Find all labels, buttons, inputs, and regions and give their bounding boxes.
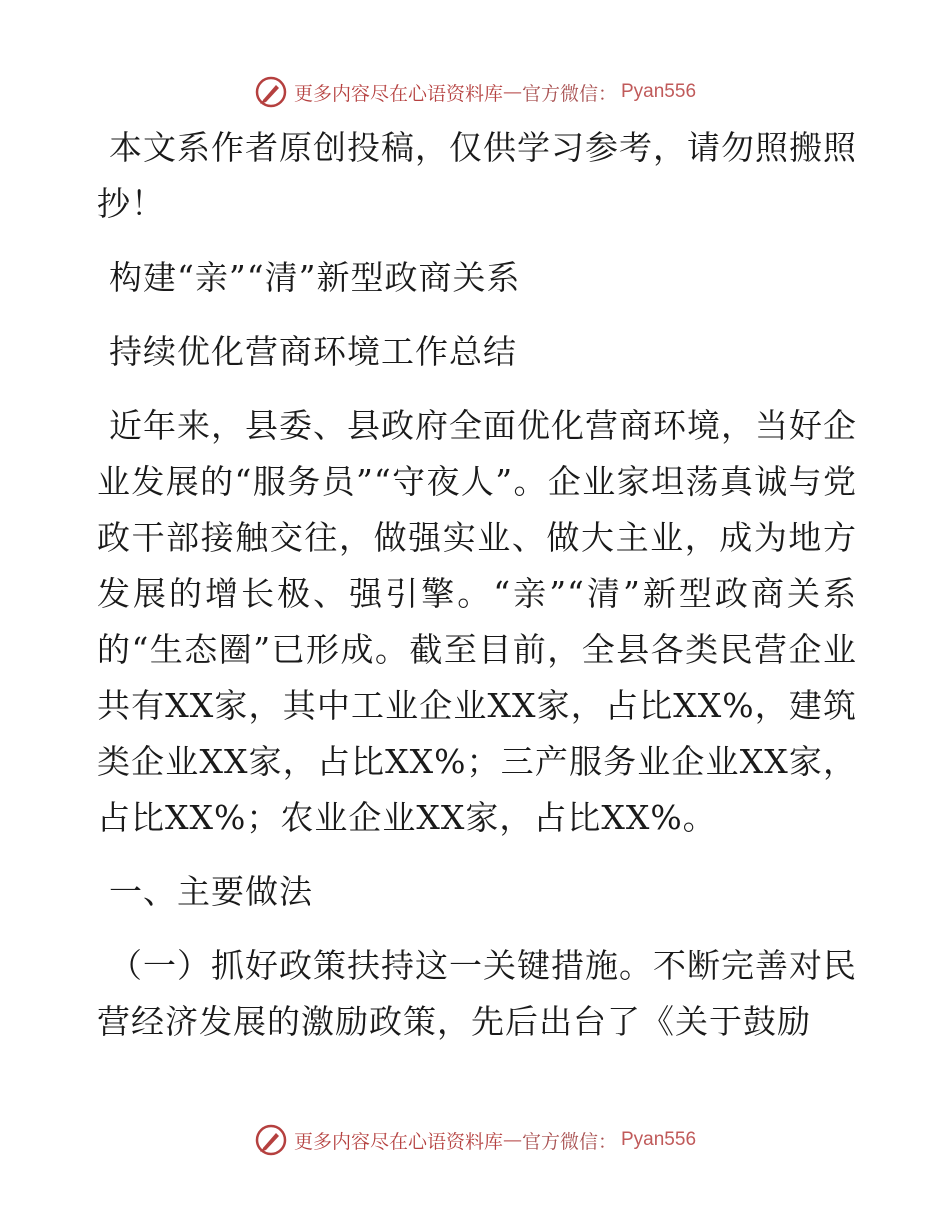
watermark-header xyxy=(0,72,950,112)
watermark-wechat-id: Pyan556 xyxy=(621,81,697,102)
watermark-wechat-label: 官方微信： xyxy=(521,1130,617,1153)
section-heading-1: 一、主要做法 xyxy=(109,872,313,911)
watermark-text: 更多内容尽在心语资料库 xyxy=(293,1130,503,1153)
pen-logo-icon xyxy=(254,1123,288,1157)
watermark-footer xyxy=(0,1120,950,1160)
watermark-text: 更多内容尽在心语资料库 xyxy=(293,82,503,105)
document-title-line-2: 持续优化营商环境工作总结 xyxy=(109,332,517,371)
subsection-paragraph-1: （一）抓好政策扶持这一关键措施。不断完善对民营经济发展的激励政策，先后出台了《关于鼓励 xyxy=(97,946,857,1041)
copyright-notice: 本文系作者原创投稿，仅供学习参考，请勿照搬照抄！ xyxy=(97,128,857,223)
document-body xyxy=(97,120,857,1068)
watermark-wechat-id: Pyan556 xyxy=(621,1129,697,1150)
document-title-line-1: 构建“亲”“清”新型政商关系 xyxy=(109,258,521,297)
watermark-dash: — xyxy=(502,81,522,103)
watermark-dash: — xyxy=(502,1129,522,1151)
intro-paragraph: 近年来，县委、县政府全面优化营商环境，当好企业发展的“服务员”“守夜人”。企业家坦荡真诚与党政干部接触交往，做强实业、做大主业，成为地方发展的增长极、强引擎。“亲”“清”新型政商关系的“生态圈”已形成。截至目前，全县各类民营企业共有XX家，其中工业企业XX家，占比XX%，建筑类企业XX家，占比XX%；三产服务业企业XX家，占比XX%；农业企业XX家，占比XX%。 xyxy=(97,406,857,837)
watermark-wechat-label: 官方微信： xyxy=(521,82,617,105)
pen-logo-icon xyxy=(254,75,288,109)
